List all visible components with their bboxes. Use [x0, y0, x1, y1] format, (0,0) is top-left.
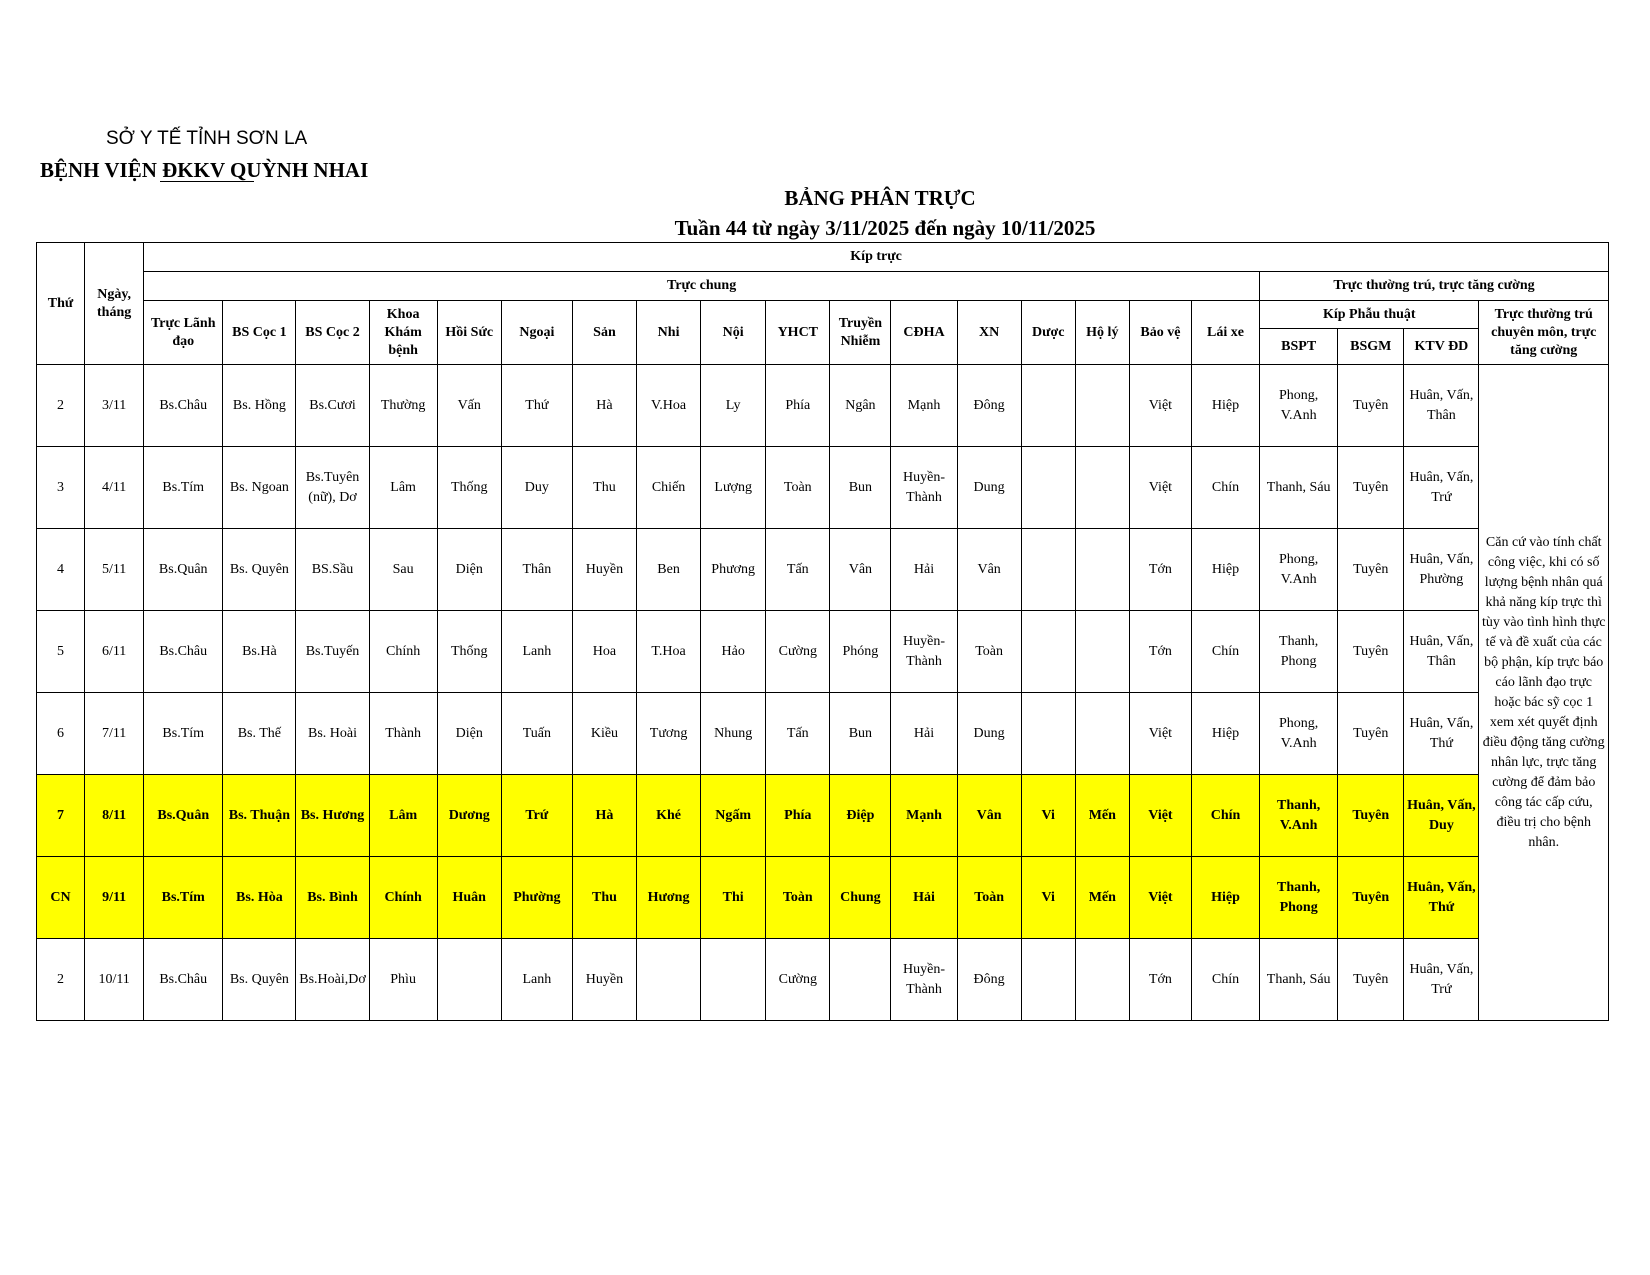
table-cell: Bs. Bình [296, 857, 369, 939]
header-thuong-tru: Trực thường trú, trực tăng cường [1260, 272, 1609, 301]
table-cell: Chính [369, 611, 437, 693]
cell-thu: 7 [37, 775, 85, 857]
table-cell: Việt [1129, 857, 1191, 939]
table-cell: Bs. Thuận [223, 775, 296, 857]
table-row [37, 775, 1609, 857]
table-cell: Hảo [701, 611, 766, 693]
table-cell: Thi [701, 857, 766, 939]
table-cell: Đông [957, 365, 1021, 447]
cell-date: 5/11 [85, 529, 144, 611]
surgery-cell: Phong, V.Anh [1260, 529, 1338, 611]
table-cell: Hương [637, 857, 701, 939]
table-cell: Hoa [572, 611, 636, 693]
surgery-cell: Huân, Vấn, Thân [1404, 365, 1479, 447]
column-header: Nội [701, 301, 766, 365]
table-cell: Phóng [830, 611, 891, 693]
table-cell [1075, 693, 1129, 775]
table-cell: Cường [766, 611, 830, 693]
table-cell: Ngấm [701, 775, 766, 857]
header-date: Ngày, tháng [85, 243, 144, 365]
table-cell: Nhung [701, 693, 766, 775]
table-cell: V.Hoa [637, 365, 701, 447]
table-cell: Vân [830, 529, 891, 611]
table-cell [1021, 529, 1075, 611]
surgery-cell: Thanh, Phong [1260, 857, 1338, 939]
cell-thu: 3 [37, 447, 85, 529]
table-cell: Hiệp [1191, 693, 1259, 775]
table-row [37, 939, 1609, 1021]
hospital-name-underline [160, 181, 254, 182]
table-cell: Huyền [572, 939, 636, 1021]
table-cell: T.Hoa [637, 611, 701, 693]
surgery-column-header: KTV ĐD [1404, 329, 1479, 365]
table-cell: Huân [437, 857, 501, 939]
table-cell: Phía [766, 775, 830, 857]
table-cell: Dung [957, 693, 1021, 775]
table-cell: Hải [891, 857, 957, 939]
table-cell: Chín [1191, 611, 1259, 693]
column-header: Truyền Nhiễm [830, 301, 891, 365]
column-header: CĐHA [891, 301, 957, 365]
table-cell: Phìu [369, 939, 437, 1021]
table-cell: Hiệp [1191, 365, 1259, 447]
table-cell: Chín [1191, 775, 1259, 857]
surgery-cell: Tuyên [1338, 693, 1404, 775]
column-header: Nhi [637, 301, 701, 365]
table-cell: Bs.Tím [144, 857, 223, 939]
table-cell: Dương [437, 775, 501, 857]
table-cell: Bs. Hòa [223, 857, 296, 939]
table-cell: Bs. Hồng [223, 365, 296, 447]
table-cell: Hiệp [1191, 529, 1259, 611]
table-cell: Chung [830, 857, 891, 939]
table-cell: Huyền-Thành [891, 447, 957, 529]
reinforcement-note: Căn cứ vào tính chất công việc, khi có số lượng bệnh nhân quá khả năng kíp trực thì tùy vào tình hình thực tế và đề xuất của các bộ phận, kíp trực báo cáo lãnh đạo trực hoặc bác sỹ cọc 1 xem xét quyết định điều động tăng cường nhân lực, trực tăng cường để đảm bảo công tác cấp cứu, điều trị cho bệnh nhân. [1479, 365, 1609, 1021]
table-cell: Tương [637, 693, 701, 775]
column-header: Ngoại [501, 301, 572, 365]
cell-date: 8/11 [85, 775, 144, 857]
table-cell: Mến [1075, 857, 1129, 939]
header-thu: Thứ [37, 243, 85, 365]
table-cell: Mạnh [891, 365, 957, 447]
column-header: BS Cọc 2 [296, 301, 369, 365]
surgery-cell: Tuyên [1338, 611, 1404, 693]
table-row [37, 611, 1609, 693]
table-cell: Sau [369, 529, 437, 611]
table-cell: Bs.Châu [144, 611, 223, 693]
table-cell [637, 939, 701, 1021]
table-cell: Tấn [766, 693, 830, 775]
table-cell: Dung [957, 447, 1021, 529]
table-cell: Thu [572, 857, 636, 939]
table-cell: Thành [369, 693, 437, 775]
table-row [37, 857, 1609, 939]
table-cell: Huyền-Thành [891, 611, 957, 693]
surgery-cell: Thanh, Sáu [1260, 447, 1338, 529]
table-cell: Diện [437, 529, 501, 611]
table-cell [1075, 365, 1129, 447]
table-cell [830, 939, 891, 1021]
table-cell [1075, 611, 1129, 693]
table-cell: Lâm [369, 775, 437, 857]
table-cell: Cường [766, 939, 830, 1021]
header-truc-chung: Trực chung [144, 272, 1260, 301]
table-cell [1021, 611, 1075, 693]
table-cell: Tớn [1129, 529, 1191, 611]
table-cell: Việt [1129, 365, 1191, 447]
table-cell: Hải [891, 693, 957, 775]
table-cell [1075, 939, 1129, 1021]
column-header: BS Cọc 1 [223, 301, 296, 365]
table-cell [437, 939, 501, 1021]
surgery-cell: Thanh, Phong [1260, 611, 1338, 693]
table-cell: Toàn [766, 857, 830, 939]
surgery-cell: Huân, Vấn, Thứ [1404, 693, 1479, 775]
table-cell [1021, 447, 1075, 529]
table-cell: Vi [1021, 857, 1075, 939]
table-cell: Diện [437, 693, 501, 775]
table-row [37, 693, 1609, 775]
table-cell: Việt [1129, 447, 1191, 529]
column-header: Bảo vệ [1129, 301, 1191, 365]
table-cell: Bs. Hoài [296, 693, 369, 775]
table-cell: Bs.Tuyến [296, 611, 369, 693]
table-cell: Chiến [637, 447, 701, 529]
table-cell: Việt [1129, 775, 1191, 857]
table-cell: Bs.Cươi [296, 365, 369, 447]
table-cell: Vấn [437, 365, 501, 447]
org-parent-name: SỞ Y TẾ TỈNH SƠN LA [106, 128, 308, 149]
table-cell: Hà [572, 365, 636, 447]
surgery-cell: Huân, Vấn, Trứ [1404, 939, 1479, 1021]
table-cell: Toàn [957, 611, 1021, 693]
cell-date: 9/11 [85, 857, 144, 939]
table-cell: Bs.Tuyên (nữ), Dơ [296, 447, 369, 529]
surgery-cell: Phong, V.Anh [1260, 693, 1338, 775]
table-cell: Hà [572, 775, 636, 857]
column-header: Hồi Sức [437, 301, 501, 365]
table-cell [1021, 939, 1075, 1021]
column-header: YHCT [766, 301, 830, 365]
table-cell: Vân [957, 529, 1021, 611]
table-row [37, 447, 1609, 529]
table-cell: Bs.Châu [144, 365, 223, 447]
table-cell: Bs.Tím [144, 447, 223, 529]
table-cell: Toàn [766, 447, 830, 529]
surgery-cell: Tuyên [1338, 857, 1404, 939]
surgery-cell: Thanh, Sáu [1260, 939, 1338, 1021]
table-cell: Bs. Quyên [223, 939, 296, 1021]
table-cell: Chính [369, 857, 437, 939]
surgery-cell: Huân, Vấn, Thứ [1404, 857, 1479, 939]
column-header: XN [957, 301, 1021, 365]
table-cell: Trứ [501, 775, 572, 857]
duty-roster-table [36, 242, 1609, 1021]
column-header: Dược [1021, 301, 1075, 365]
surgery-column-header: BSGM [1338, 329, 1404, 365]
cell-thu: CN [37, 857, 85, 939]
table-cell: Bs. Quyên [223, 529, 296, 611]
table-cell [1075, 529, 1129, 611]
hospital-name: BỆNH VIỆN ĐKKV QUỲNH NHAI [40, 158, 369, 182]
table-cell: Bun [830, 447, 891, 529]
cell-date: 7/11 [85, 693, 144, 775]
table-cell: Lanh [501, 939, 572, 1021]
table-cell: Duy [501, 447, 572, 529]
table-cell: Đông [957, 939, 1021, 1021]
cell-date: 6/11 [85, 611, 144, 693]
table-cell: Phương [701, 529, 766, 611]
header-thuong-tru-chuyen-mon: Trực thường trú chuyên môn, trực tăng cường [1479, 301, 1609, 365]
table-cell: Vân [957, 775, 1021, 857]
surgery-cell: Phong, V.Anh [1260, 365, 1338, 447]
cell-date: 3/11 [85, 365, 144, 447]
table-cell: Tuấn [501, 693, 572, 775]
column-header: Khoa Khám bệnh [369, 301, 437, 365]
table-cell: Bs. Hương [296, 775, 369, 857]
table-cell: Phía [766, 365, 830, 447]
table-cell [1021, 693, 1075, 775]
cell-date: 4/11 [85, 447, 144, 529]
table-cell: Mến [1075, 775, 1129, 857]
column-header: Sản [572, 301, 636, 365]
table-cell: Mạnh [891, 775, 957, 857]
surgery-cell: Huân, Vấn, Phường [1404, 529, 1479, 611]
table-cell: Việt [1129, 693, 1191, 775]
table-cell: Lượng [701, 447, 766, 529]
table-cell: Thống [437, 611, 501, 693]
table-cell: Ngân [830, 365, 891, 447]
column-header: Hộ lý [1075, 301, 1129, 365]
table-cell: Lâm [369, 447, 437, 529]
table-cell: Thu [572, 447, 636, 529]
table-cell: Bs. Ngoan [223, 447, 296, 529]
cell-thu: 4 [37, 529, 85, 611]
table-cell: Vi [1021, 775, 1075, 857]
table-cell: Chín [1191, 939, 1259, 1021]
cell-thu: 5 [37, 611, 85, 693]
surgery-cell: Huân, Vấn, Trứ [1404, 447, 1479, 529]
cell-date: 10/11 [85, 939, 144, 1021]
table-cell: Hải [891, 529, 957, 611]
table-cell: Toàn [957, 857, 1021, 939]
table-cell: Phường [501, 857, 572, 939]
surgery-column-header: BSPT [1260, 329, 1338, 365]
table-cell: Bs.Quân [144, 775, 223, 857]
table-cell: Huyền-Thành [891, 939, 957, 1021]
table-cell: Bs.Hà [223, 611, 296, 693]
table-cell: Điệp [830, 775, 891, 857]
table-cell: Bs.Châu [144, 939, 223, 1021]
table-row [37, 365, 1609, 447]
cell-thu: 2 [37, 365, 85, 447]
table-cell: Huyền [572, 529, 636, 611]
table-cell [1075, 447, 1129, 529]
surgery-cell: Tuyên [1338, 529, 1404, 611]
surgery-cell: Tuyên [1338, 775, 1404, 857]
table-cell: Tớn [1129, 939, 1191, 1021]
surgery-cell: Huân, Vấn, Duy [1404, 775, 1479, 857]
surgery-cell: Tuyên [1338, 365, 1404, 447]
table-cell: Bun [830, 693, 891, 775]
table-cell [701, 939, 766, 1021]
table-cell: Hiệp [1191, 857, 1259, 939]
cell-thu: 6 [37, 693, 85, 775]
table-cell: Thường [369, 365, 437, 447]
surgery-cell: Tuyên [1338, 447, 1404, 529]
table-cell: Khé [637, 775, 701, 857]
table-cell: Tấn [766, 529, 830, 611]
table-cell: Kiều [572, 693, 636, 775]
surgery-cell: Huân, Vấn, Thân [1404, 611, 1479, 693]
table-cell: Ly [701, 365, 766, 447]
header-kip-phau-thuat: Kíp Phẫu thuật [1260, 301, 1479, 329]
table-cell: Bs. Thế [223, 693, 296, 775]
table-cell: Thống [437, 447, 501, 529]
page-subtitle: Tuần 44 từ ngày 3/11/2025 đến ngày 10/11/2025 [674, 216, 1096, 240]
table-cell: Lanh [501, 611, 572, 693]
table-cell: Chín [1191, 447, 1259, 529]
column-header: Trực Lãnh đạo [144, 301, 223, 365]
table-cell: BS.Sầu [296, 529, 369, 611]
table-cell [1021, 365, 1075, 447]
surgery-cell: Thanh, V.Anh [1260, 775, 1338, 857]
table-cell: Tớn [1129, 611, 1191, 693]
table-cell: Bs.Tím [144, 693, 223, 775]
header-kip-truc: Kíp trực [144, 243, 1609, 272]
page-title: BẢNG PHÂN TRỰC [784, 186, 976, 210]
table-row [37, 529, 1609, 611]
column-header: Lái xe [1191, 301, 1259, 365]
table-cell: Thân [501, 529, 572, 611]
table-cell: Ben [637, 529, 701, 611]
cell-thu: 2 [37, 939, 85, 1021]
table-cell: Bs.Quân [144, 529, 223, 611]
table-cell: Bs.Hoài,Dơ [296, 939, 369, 1021]
table-cell: Thứ [501, 365, 572, 447]
surgery-cell: Tuyên [1338, 939, 1404, 1021]
